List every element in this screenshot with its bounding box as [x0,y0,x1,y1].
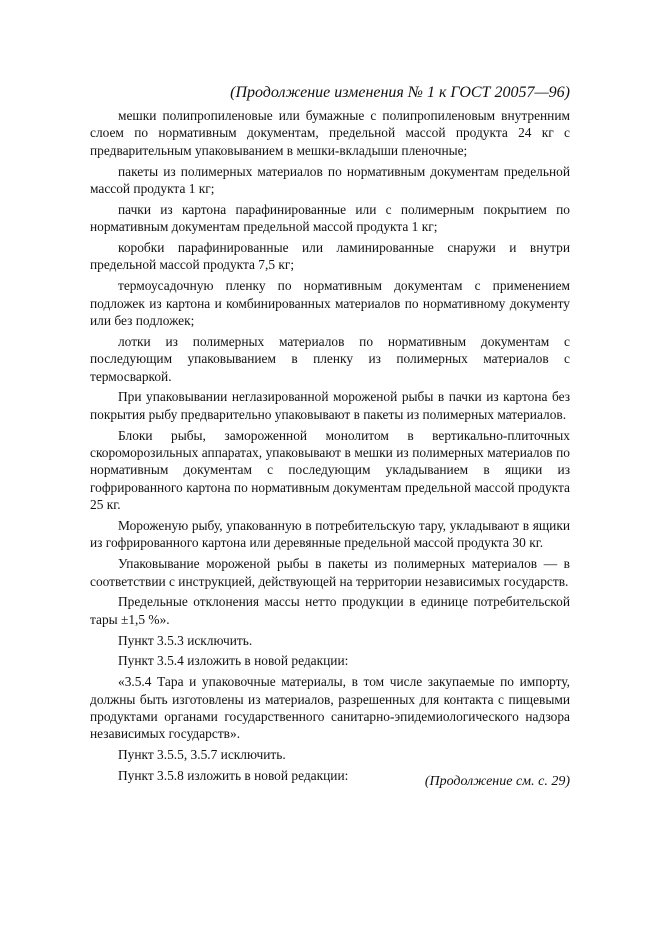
paragraph: Пункт 3.5.4 изложить в новой редакции: [118,653,349,669]
paragraph: Пункт 3.5.8 изложить в новой редакции: [118,768,349,784]
paragraph: лотки из полимерных материалов по нормативным документам с последующим упаковыванием в пленку из полимерных материалов с термосваркой. [90,333,570,384]
continuation-footer: (Продолжение см. с. 29) [424,774,570,789]
paragraph: пакеты из полимерных материалов по нормативным документам предельной массой продукта 1 кг; [90,163,570,197]
paragraph: «3.5.4 Тара и упаковочные материалы, в том числе закупаемые по импорту, должны быть изготовлены из материалов, разрешенных для контакта с пищевыми продуктами органами государственного санитарно-эпидемиологического надзора независимых государств». [90,674,570,742]
paragraph: Мороженую рыбу, упакованную в потребительскую тару, укладывают в ящики из гофрированного картона или деревянные предельной массой продукта 30 кг. [90,518,570,551]
paragraph: Упаковывание мороженой рыбы в пакеты из полимерных материалов — в соответствии с инструкцией, действующей на территории независимых государств. [90,556,570,589]
paragraph: термоусадочную пленку по нормативным документам с применением подложек из картона и комбинированных материалов по нормативному документу или без подложек; [90,278,570,329]
paragraph: При упаковывании неглазированной мороженой рыбы в пачки из картона без покрытия рыбу предварительно упаковывают в пакеты из полимерных материалов. [90,389,570,422]
paragraph: Блоки рыбы, замороженной монолитом в вертикально-плиточных скороморозильных аппаратах, упаковывают в мешки из полимерных материалов по нормативным документам с последующим укладыванием в ящики из гофрированного картона по нормативным документам предельной массой продукта 25 кг. [90,427,570,513]
paragraph: Пункт 3.5.3 исключить. [118,632,253,648]
document-body [90,107,570,788]
paragraph: пачки из картона парафинированные или с полимерным покрытием по нормативным документам предельной массой продукта 1 кг; [90,201,570,235]
paragraph: Пункт 3.5.5, 3.5.7 исключить. [118,747,286,763]
paragraph: мешки полипропиленовые или бумажные с полипропиленовым внутренним слоем по нормативным документам, предельной массой продукта 24 кг с предварительным упаковыванием в мешки-вкладыши пленочные; [90,108,570,158]
continuation-header: (Продолжение изменения № 1 к ГОСТ 20057—96) [230,84,570,101]
paragraph: коробки парафинированные или ламинированные снаружи и внутри предельной массой продукта 7,5 кг; [90,240,570,273]
paragraph: Предельные отклонения массы нетто продукции в единице потребительской тары ±1,5 %». [90,594,570,627]
